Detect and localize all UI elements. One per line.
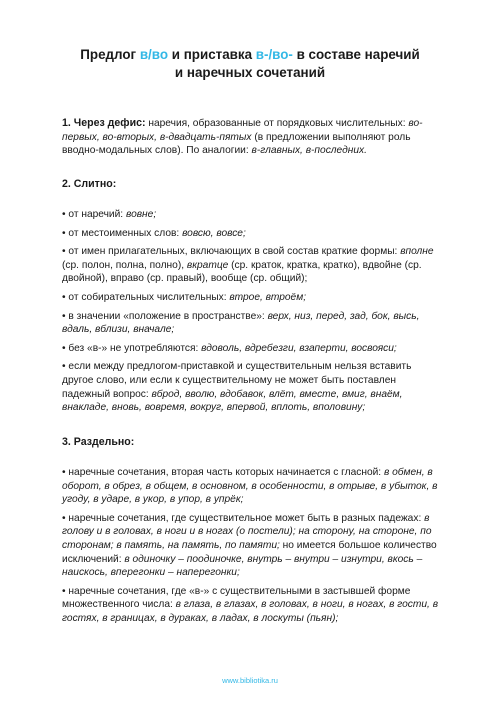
- list-item: • от местоименных слов: вовсю, вовсе;: [62, 227, 246, 239]
- title-highlight-preposition: в/во: [139, 47, 169, 62]
- section-together-list: [62, 208, 442, 420]
- list-item: • от имен прилагательных, включающих в свой состав краткие формы: вполне (ср. полон, полна, полно), вкратце (ср. краток, кратка, кратко), вдвойне (ср. двойной), вправо (ср. правый), вообще (ср. общий);: [62, 246, 434, 285]
- list-item: • наречные сочетания, где существительное может быть в разных падежах: в голову и в головах, в ноги и в ногах (о постели); на сторону, на стороне, по сторонам; в память, на память, по памяти; но имеется большое количество исключений: в одиночку – поодиночке, внутрь – внутри – изнутри, вкось – наискось, вперегонки – наперегонки;: [62, 512, 437, 579]
- section-hyphen: [62, 117, 442, 158]
- list-item: • в значении «положение в пространстве»: верх, низ, перед, зад, бок, высь, вдаль, вблизи, вначале;: [62, 310, 420, 336]
- title-line-2: и наречных сочетаний: [174, 65, 326, 80]
- list-item: • наречные сочетания, вторая часть которых начинается с гласной: в обмен, в оборот, в обрез, в общем, в основном, в особенности, в отрыве, в убыток, в угоду, в ударе, в укор, в упор, в упрёк;: [62, 467, 438, 506]
- list-item: • если между предлогом-приставкой и существительным нельзя вставить другое слово, или если к существительному не может быть поставлен падежный вопрос: вброд, вволю, вдобавок, влёт, вместе, вмиг, внаём, внакладе, вновь, вовремя, вокруг, впервой, вплоть, вполовину;: [62, 361, 412, 414]
- list-item: • от наречий: вовне;: [62, 209, 157, 220]
- title-highlight-prefix: в-/во-: [255, 47, 293, 62]
- section-hyphen-label: 1. Через дефис:: [62, 117, 146, 129]
- section-together-label: 2. Слитно:: [62, 178, 117, 190]
- footer-website-link[interactable]: www.bibliotika.ru: [222, 676, 278, 685]
- title-line-1: Предлог в/во и приставка в-/во- в составе наречий: [80, 47, 420, 62]
- list-item: • без «в-» не употребляются: вдоволь, вдребезги, взаперти, восвояси;: [62, 342, 397, 354]
- list-item: • наречные сочетания, где «в-» с существительными в застывшей форме множественного числа: в глаза, в глазах, в головах, в ноги, в ногах, в гости, в гостях, в границах, в дураках, в ладах, в лоскуты (пьян);: [62, 585, 439, 624]
- section-hyphen-text: 1. Через дефис: наречия, образованные от порядковых числительных: во-первых, во-вторых, в-двадцать-пятых (в предложении выполняют роль вводно-модальных слов). По аналогии: в-главных, в-последних.: [62, 117, 423, 157]
- section-separate-header: [62, 436, 442, 450]
- section-together-header: [62, 178, 442, 192]
- list-item: • от собирательных числительных: втрое, втроём;: [62, 291, 307, 303]
- section-separate-list: [62, 466, 442, 631]
- section-separate-label: 3. Раздельно:: [62, 436, 135, 448]
- page-title: [0, 46, 500, 82]
